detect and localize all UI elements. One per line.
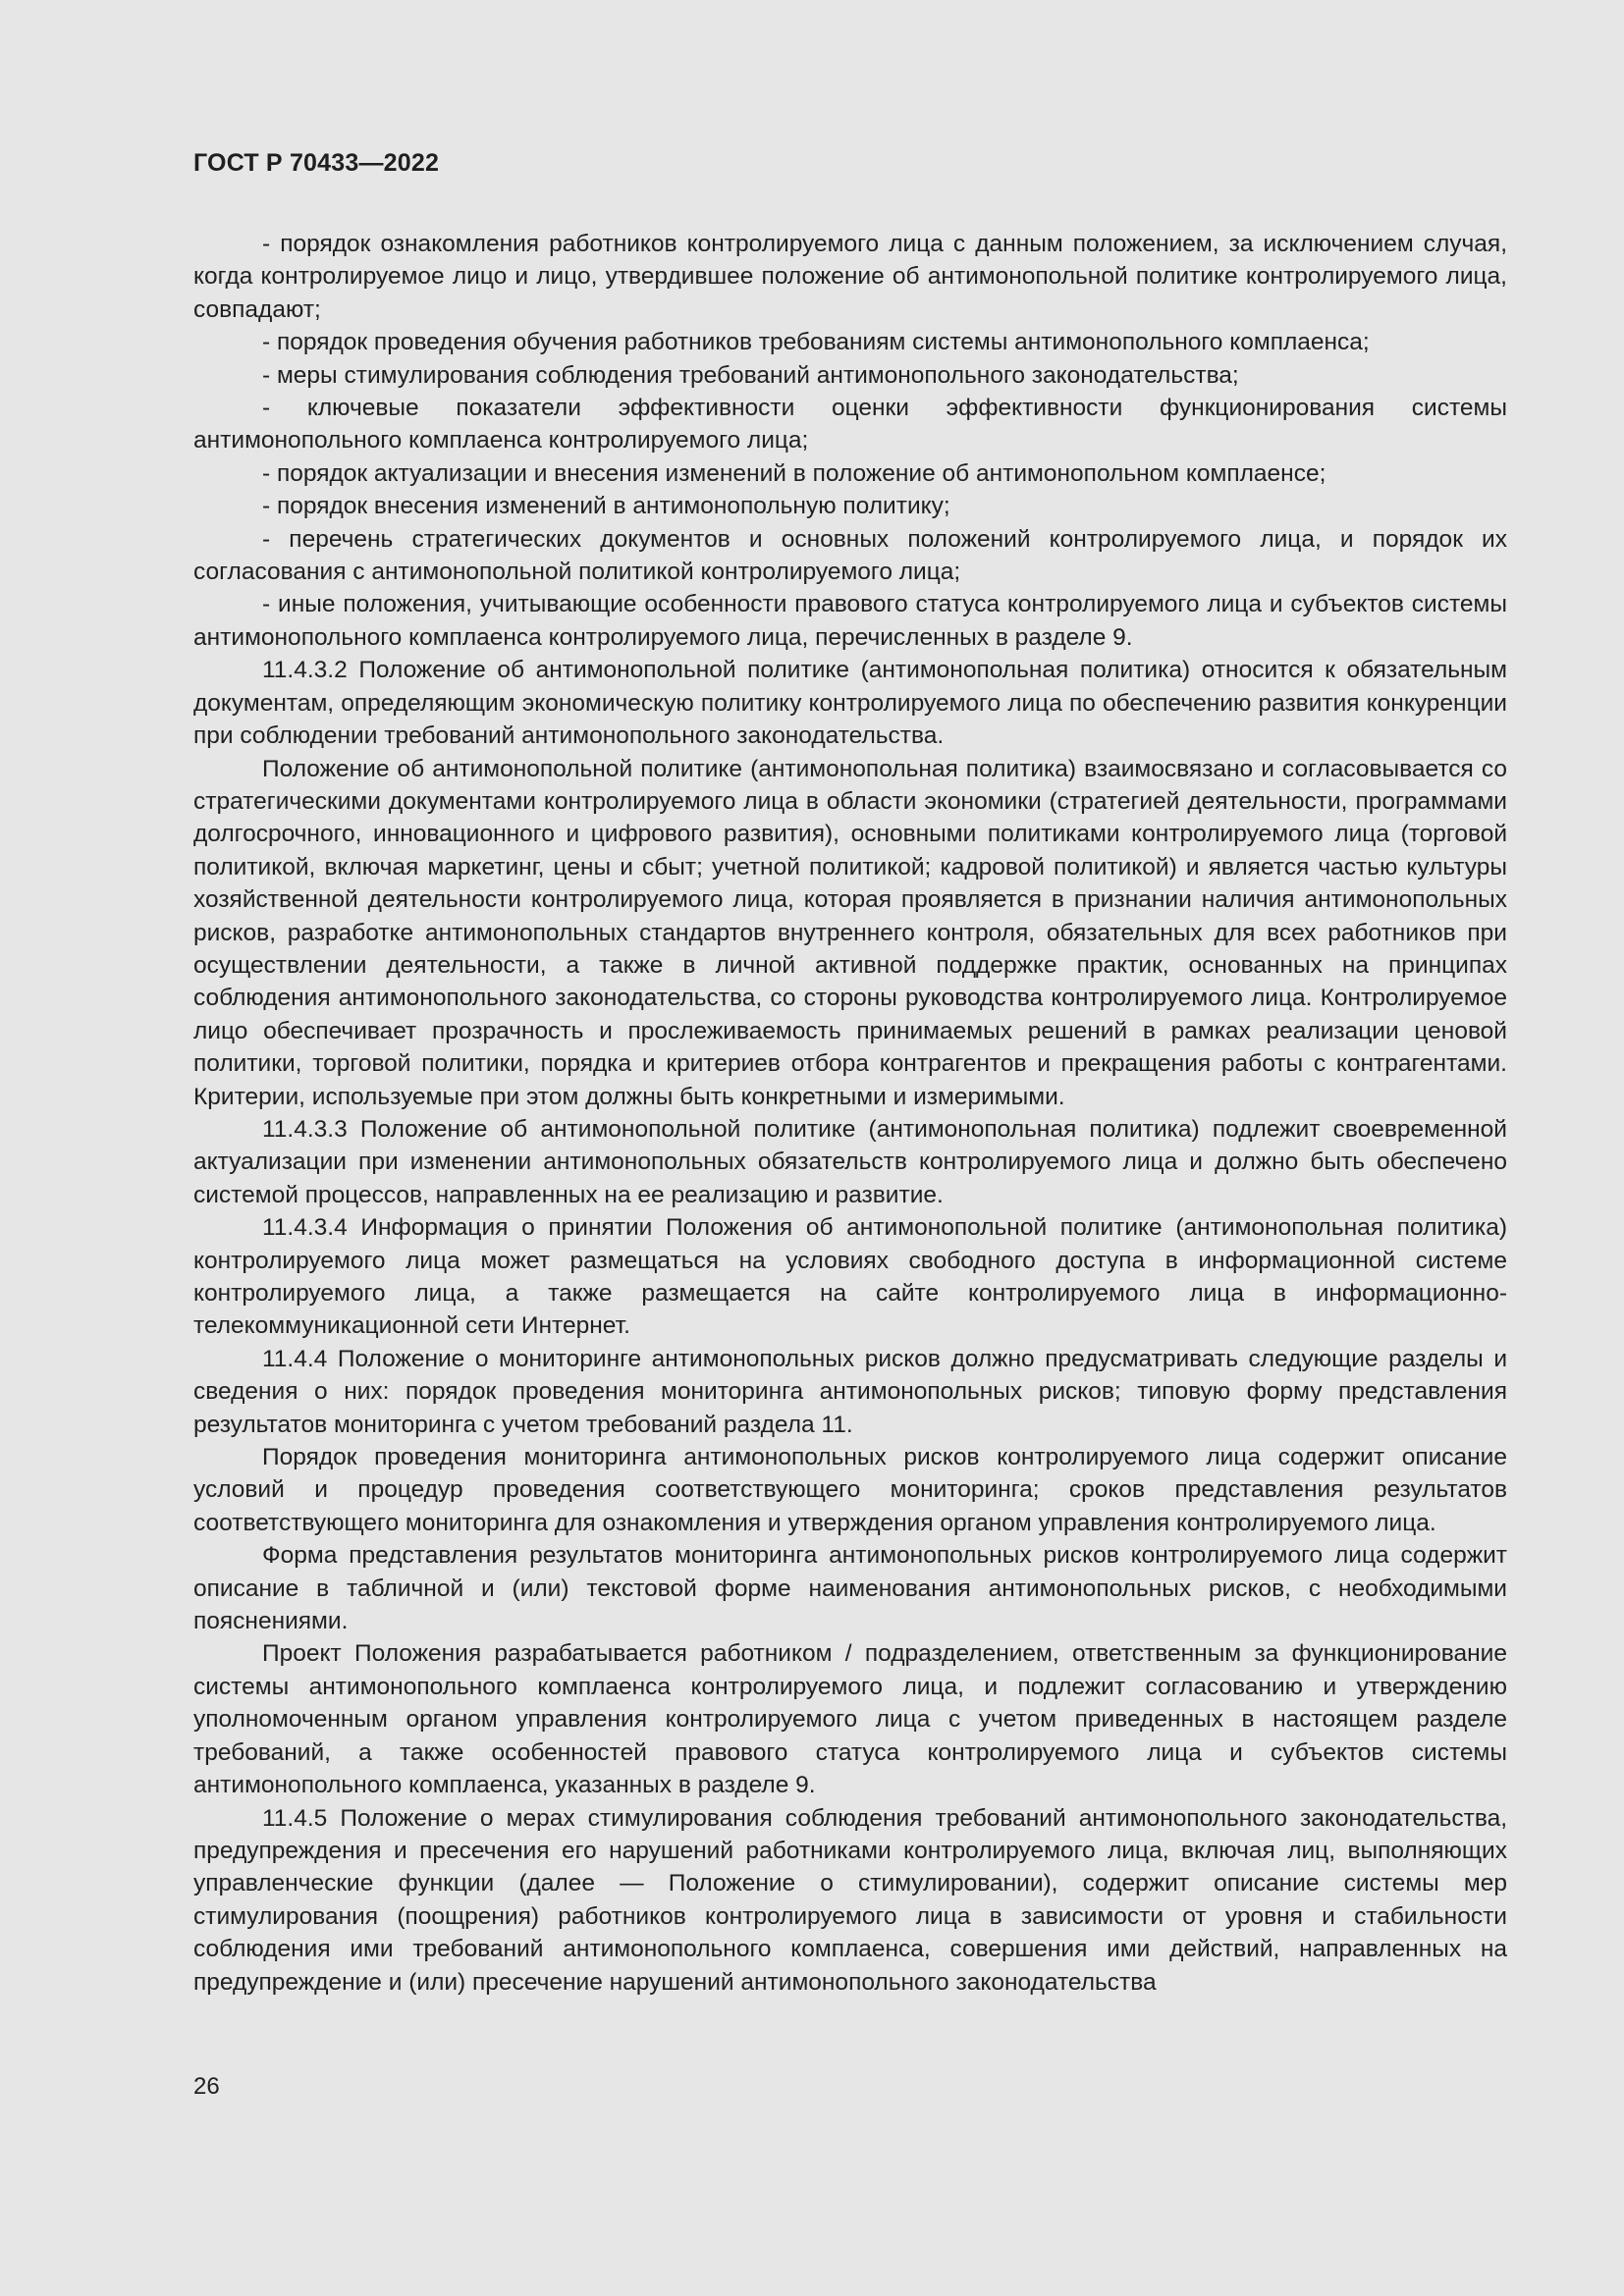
paragraph: - перечень стратегических документов и основных положений контролируемого лица, и порядок их согласования с антимонопольной политикой контролируемого лица; [193,525,1507,586]
document-header: ГОСТ Р 70433—2022 [193,149,440,177]
paragraph: - порядок ознакомления работников контролируемого лица с данным положением, за исключением случая, когда контролируемое лицо и лицо, утвердившее положение об антимонопольной политике контролируемого лица, совпадают; [193,231,1507,323]
page-number: 26 [193,2073,220,2100]
paragraph: 11.4.3.4 Информация о принятии Положения об антимонопольной политике (антимонопольная политика) контролируемого лица может размещаться на условиях свободного доступа в информационной системе контролируемого лица, а также размещается на сайте контролируемого лица в информационно-телекоммуникационной сети Интернет. [193,1214,1507,1340]
paragraph: 11.4.3.3 Положение об антимонопольной политике (антимонопольная политика) подлежит своевременной актуализации при изменении антимонопольных обязательств контролируемого лица и должно быть обеспечено системой процессов, направленных на ее реализацию и развитие. [193,1115,1507,1208]
paragraph: Форма представления результатов мониторинга антимонопольных рисков контролируемого лица содержит описание в табличной и (или) текстовой форме наименования антимонопольных рисков, с необходимыми пояснениями. [193,1542,1507,1635]
paragraph: Проект Положения разрабатывается работником / подразделением, ответственным за функционирование системы антимонопольного комплаенса контролируемого лица, и подлежит согласованию и утверждению уполномоченным органом управления контролируемого лица с учетом приведенных в настоящем разделе требований, а также особенностей правового статуса контролируемого лица и субъектов системы антимонопольного комплаенса, указанных в разделе 9. [193,1640,1507,1799]
paragraph: Положение об антимонопольной политике (антимонопольная политика) взаимосвязано и согласовывается со стратегическими документами контролируемого лица в области экономики (стратегией деятельности, программами долгосрочного, инновационного и цифрового развития), основными политиками контролируемого лица (торговой политикой, включая маркетинг, цены и сбыт; учетной политикой; кадровой политикой) и является частью культуры хозяйственной деятельности контролируемого лица, которая проявляется в признании наличия антимонопольных рисков, разработке антимонопольных стандартов внутреннего контроля, обязательных для всех работников при осуществлении деятельности, а также в личной активной поддержке практик, основанных на принципах соблюдения антимонопольного законодательства, со стороны руководства контролируемого лица. Контролируемое лицо обеспечивает прозрачность и прослеживаемость принимаемых решений в рамках реализации ценовой политики, торговой политики, порядка и критериев отбора контрагентов и прекращения работы с контрагентами. Критерии, используемые при этом должны быть конкретными и измеримыми. [193,755,1507,1110]
paragraph: 11.4.3.2 Положение об антимонопольной политике (антимонопольная политика) относится к обязательным документам, определяющим экономическую политику контролируемого лица по обеспечению развития конкуренции при соблюдении требований антимонопольного законодательства. [193,657,1507,750]
paragraph: - иные положения, учитывающие особенности правового статуса контролируемого лица и субъектов системы антимонопольного комплаенса контролируемого лица, перечисленных в разделе 9. [193,591,1507,651]
paragraph: - порядок внесения изменений в антимонопольную политику; [262,493,950,520]
paragraph: - ключевые показатели эффективности оценки эффективности функционирования системы антимонопольного комплаенса контролируемого лица; [193,395,1507,454]
paragraph: - порядок проведения обучения работников требованиям системы антимонопольного комплаенса; [262,329,1370,356]
document-body [193,228,1507,1999]
paragraph: - меры стимулирования соблюдения требований антимонопольного законодательства; [262,361,1239,389]
paragraph: - порядок актуализации и внесения изменений в положение об антимонопольном комплаенсе; [262,459,1326,487]
paragraph: 11.4.4 Положение о мониторинге антимонопольных рисков должно предусматривать следующие разделы и сведения о них: порядок проведения мониторинга антимонопольных рисков; типовую форму представления результатов мониторинга с учетом требований раздела 11. [193,1345,1507,1438]
paragraph: 11.4.5 Положение о мерах стимулирования соблюдения требований антимонопольного законодательства, предупреждения и пресечения его нарушений работниками контролируемого лица, включая лиц, выполняющих управленческие функции (далее — Положение о стимулировании), содержит описание системы мер стимулирования (поощрения) работников контролируемого лица в зависимости от уровня и стабильности соблюдения ими требований антимонопольного комплаенса, совершения ими действий, направленных на предупреждение и (или) пресечение нарушений антимонопольного законодательства [193,1804,1507,1996]
paragraph: Порядок проведения мониторинга антимонопольных рисков контролируемого лица содержит описание условий и процедур проведения соответствующего мониторинга; сроков представления результатов соответствующего мониторинга для ознакомления и утверждения органом управления контролируемого лица. [193,1444,1507,1536]
